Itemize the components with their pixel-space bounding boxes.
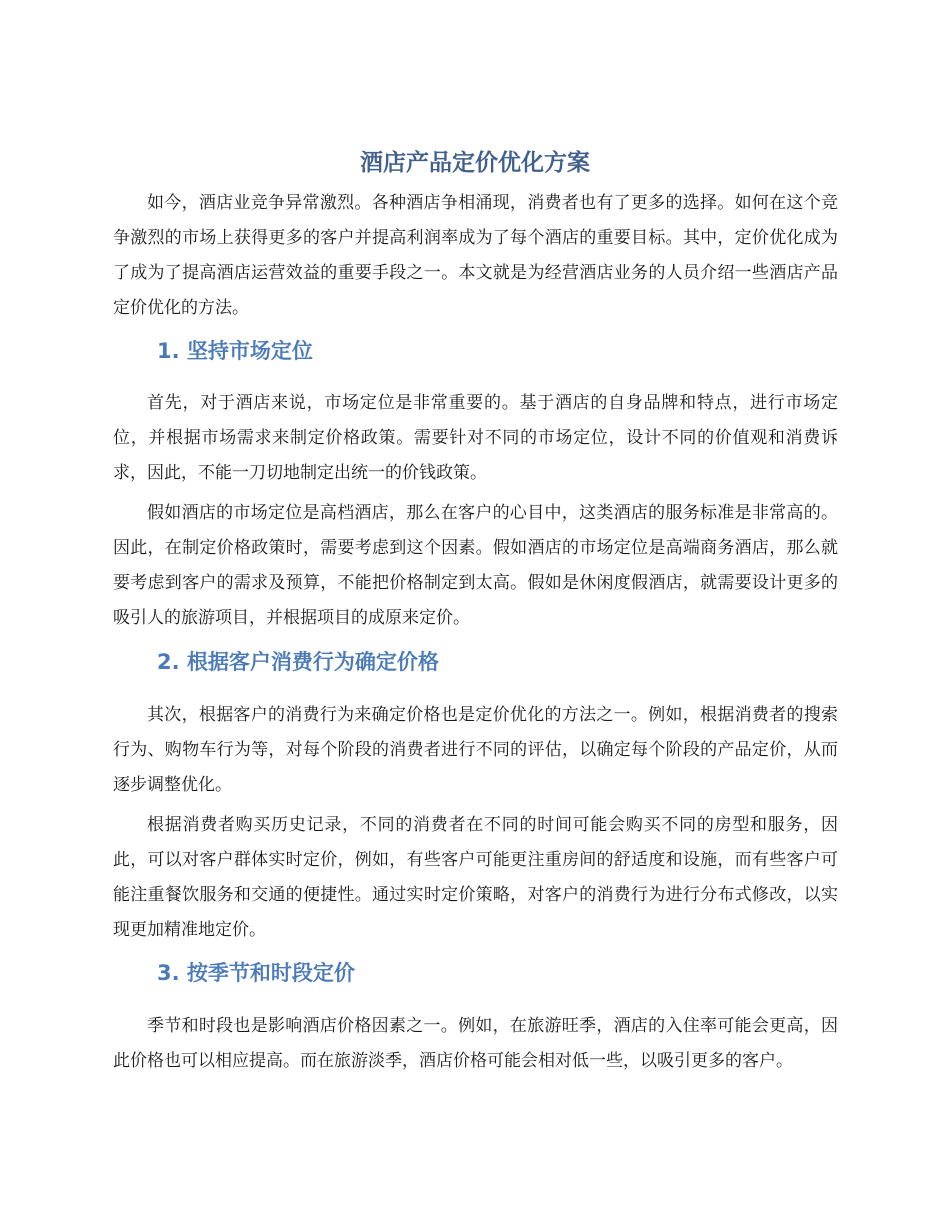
section-2-paragraph-2: 根据消费者购买历史记录，不同的消费者在不同的时间可能会购买不同的房型和服务，因此，可以对客户群体实时定价，例如，有些客户可能更注重房间的舒适度和设施，而有些客户可能注重餐饮服务和交通的便捷性。通过实时定价策略，对客户的消费行为进行分布式修改，以实现更加精准地定价。 bbox=[113, 815, 838, 940]
document-title: 酒店产品定价优化方案 bbox=[360, 150, 590, 176]
section-2-paragraph-1: 其次，根据客户的消费行为来确定价格也是定价优化的方法之一。例如，根据消费者的搜索行为、购物车行为等，对每个阶段的消费者进行不同的评估，以确定每个阶段的产品定价，从而逐步调整优化。 bbox=[113, 705, 838, 795]
section-3-paragraph-1: 季节和时段也是影响酒店价格因素之一。例如，在旅游旺季，酒店的入住率可能会更高，因此价格也可以相应提高。而在旅游淡季，酒店价格可能会相对低一些，以吸引更多的客户。 bbox=[113, 1016, 838, 1071]
section-heading-2: 2. 根据客户消费行为确定价格 bbox=[157, 650, 439, 674]
section-1-paragraph-2: 假如酒店的市场定位是高档酒店，那么在客户的心目中，这类酒店的服务标准是非常高的。因此，在制定价格政策时，需要考虑到这个因素。假如酒店的市场定位是高端商务酒店，那么就要考虑到客户的需求及预算，不能把价格制定到太高。假如是休闲度假酒店，就需要设计更多的吸引人的旅游项目，并根据项目的成原来定价。 bbox=[113, 503, 838, 628]
intro-paragraph: 如今，酒店业竞争异常激烈。各种酒店争相涌现，消费者也有了更多的选择。如何在这个竞争激烈的市场上获得更多的客户并提高利润率成为了每个酒店的重要目标。其中，定价优化成为了成为了提高酒店运营效益的重要手段之一。本文就是为经营酒店业务的人员介绍一些酒店产品定价优化的方法。 bbox=[113, 193, 838, 318]
section-heading-1: 1. 坚持市场定位 bbox=[157, 339, 313, 363]
section-heading-3: 3. 按季节和时段定价 bbox=[157, 961, 355, 985]
section-1-paragraph-1: 首先，对于酒店来说，市场定位是非常重要的。基于酒店的自身品牌和特点，进行市场定位，并根据市场需求来制定价格政策。需要针对不同的市场定位，设计不同的价值观和消费诉求，因此，不能一刀切地制定出统一的价钱政策。 bbox=[113, 393, 838, 483]
